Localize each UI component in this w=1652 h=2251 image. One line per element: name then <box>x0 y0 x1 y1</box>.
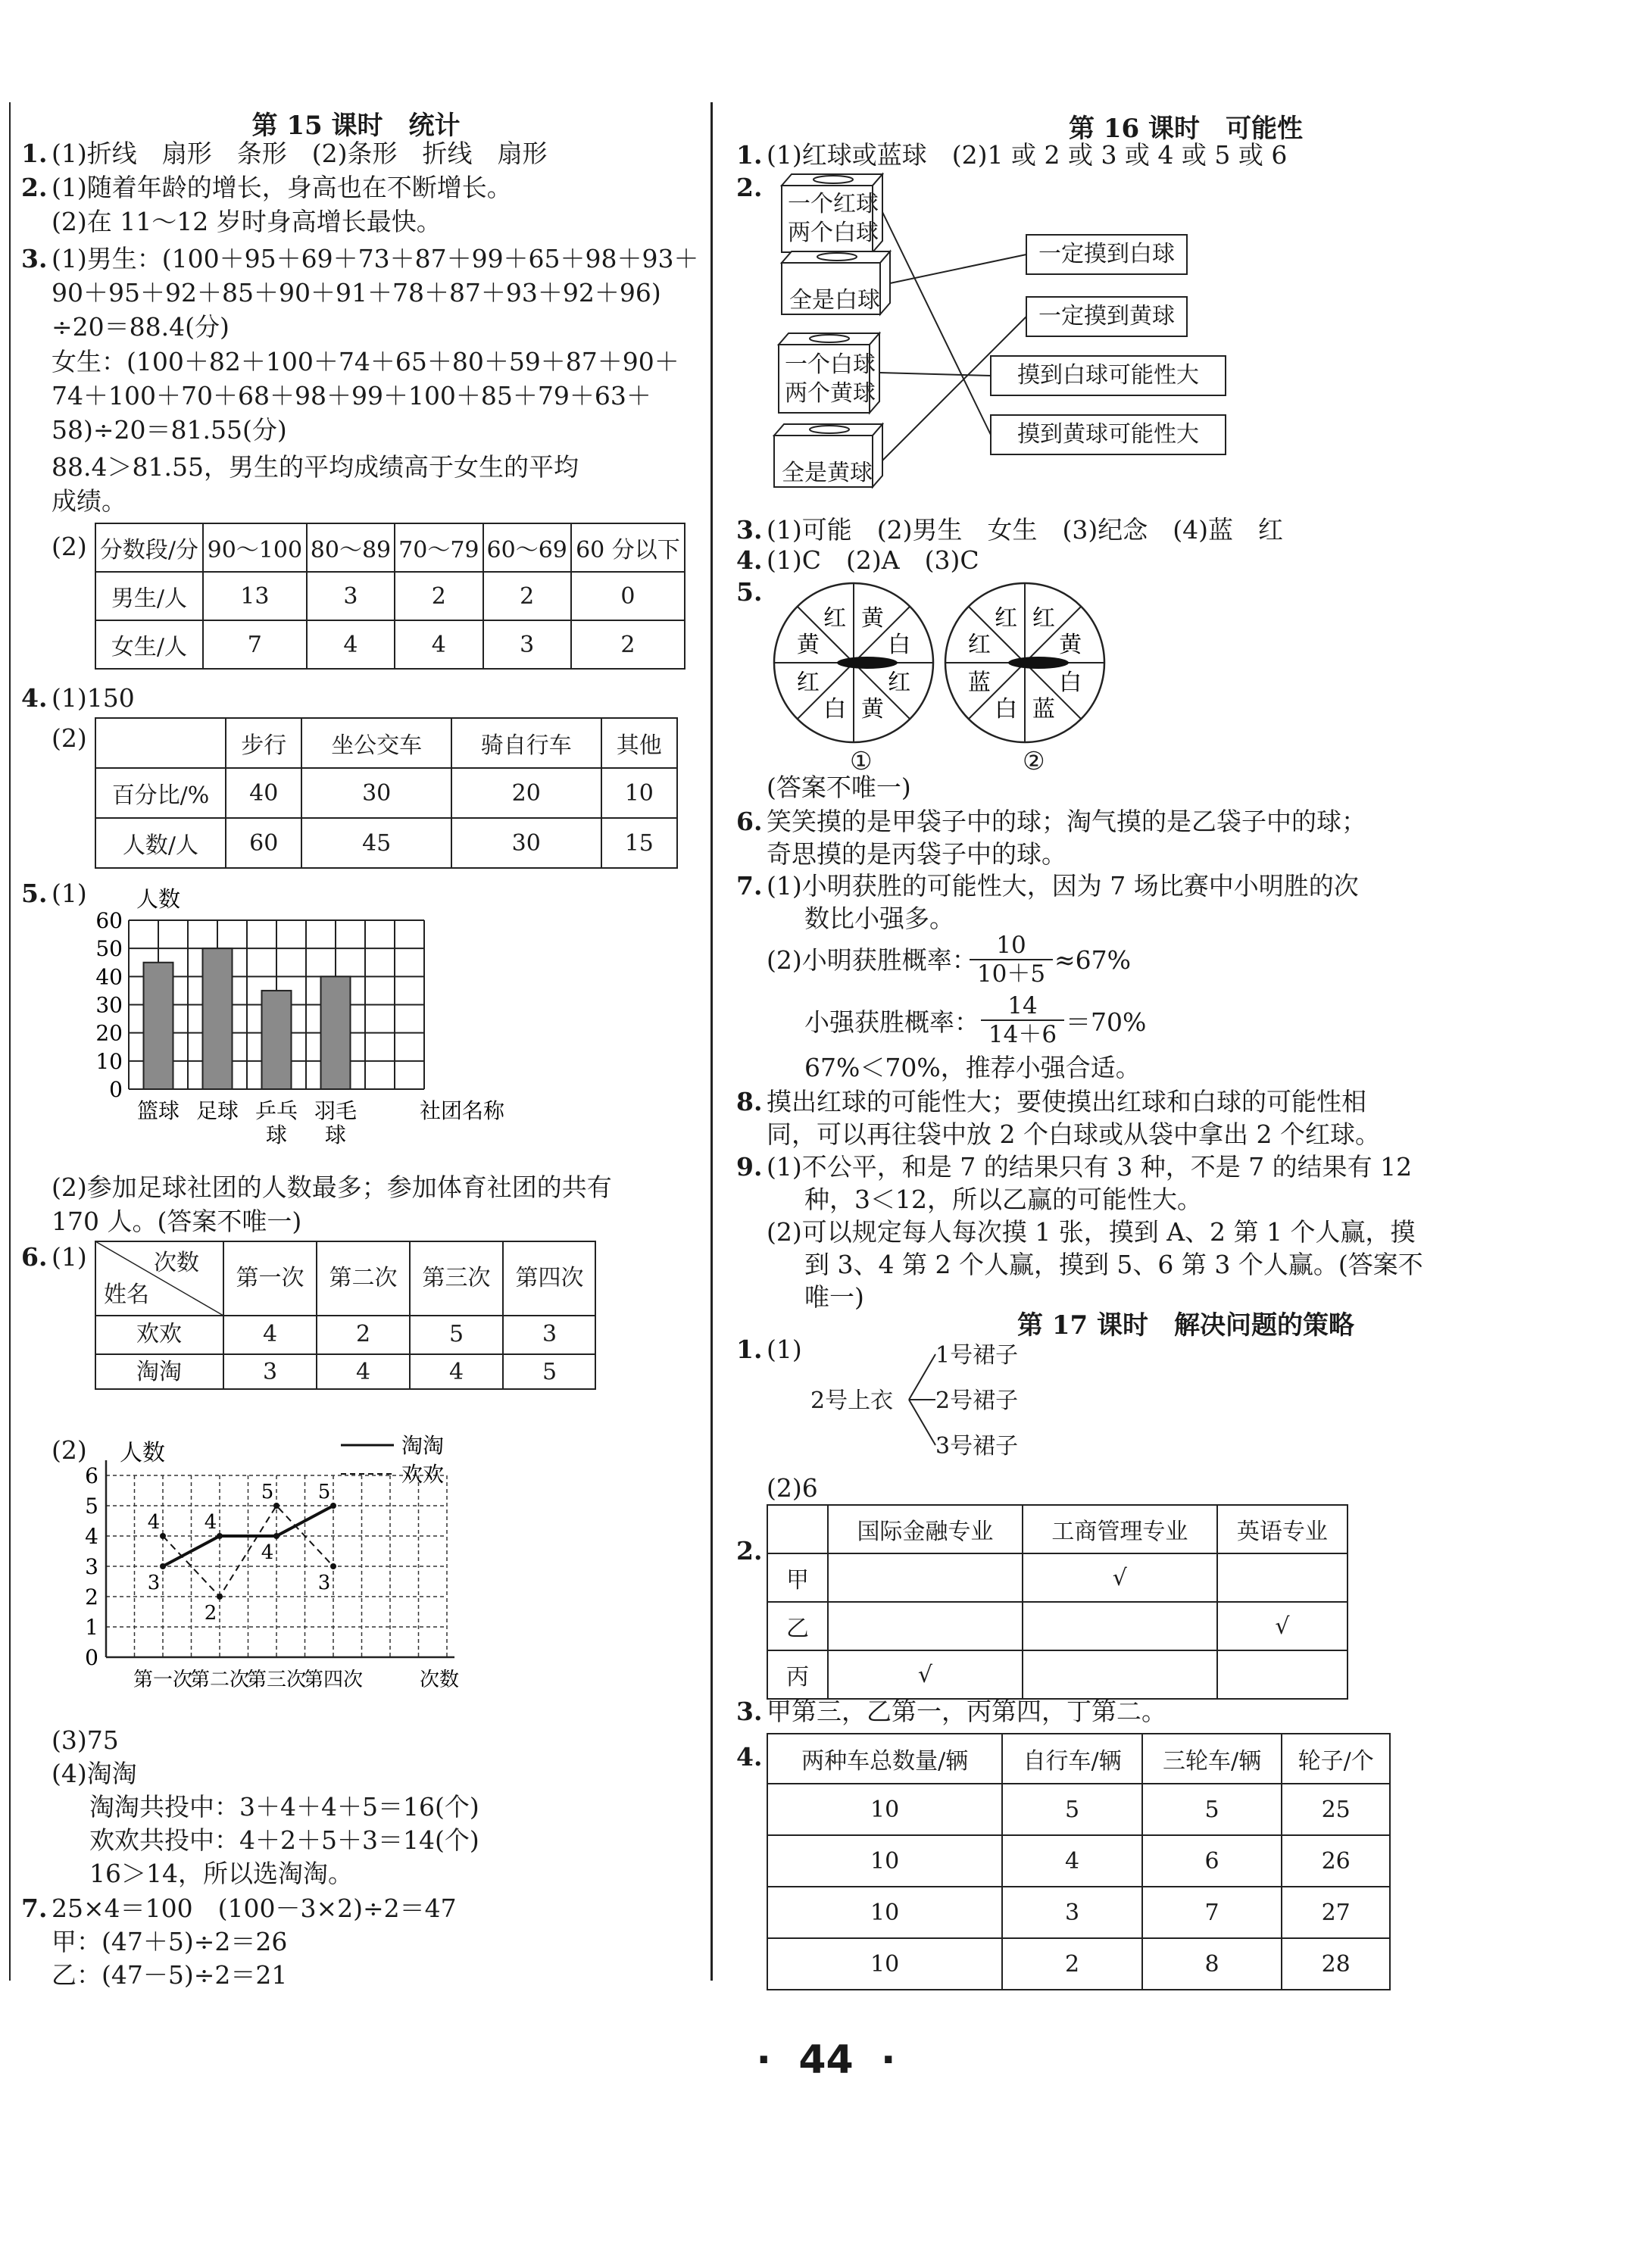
x-axis-label: 社团名称 <box>419 1098 505 1123</box>
table-header: 第一次 <box>236 1265 304 1291</box>
sector-label: 红 <box>1032 604 1055 632</box>
table-cell: 4 <box>262 1321 278 1347</box>
sector-label: 黄 <box>860 604 884 632</box>
q2-line1: (1)随着年龄的增长，身高也在不断增长。 <box>52 173 512 202</box>
table-cell: 2 <box>355 1321 371 1347</box>
x-tick-label: 球 <box>265 1122 288 1147</box>
q8-line2: 同，可以再往袋中放 2 个白球或从袋中拿出 2 个红球。 <box>767 1119 1380 1149</box>
table-cell: 8 <box>1142 1938 1282 1990</box>
table-cell: 人数/人 <box>95 818 226 868</box>
table-cell: 乙 <box>767 1602 828 1650</box>
y-tick-label: 40 <box>95 964 123 990</box>
table-cell: 28 <box>1282 1938 1390 1990</box>
table-header: 两种车总数量/辆 <box>767 1734 1002 1784</box>
sector-label: 白 <box>823 696 847 723</box>
q6-line7: 16＞14，所以选淘淘。 <box>89 1859 353 1888</box>
table-header: 三轮车/辆 <box>1142 1734 1282 1784</box>
q6-line3: (3)75 <box>52 1725 119 1755</box>
q2-line2: (2)在 11～12 岁时身高增长最快。 <box>52 207 442 236</box>
q7-line2: 数比小强多。 <box>804 904 954 933</box>
sector-label: 黄 <box>860 696 884 723</box>
q1-answer: (1)红球或蓝球 (2)1 或 2 或 3 或 4 或 5 或 6 <box>767 140 1288 170</box>
table-corner-top: 次数 <box>154 1250 199 1276</box>
table-cell: 5 <box>1142 1784 1282 1835</box>
q7-line5: 67%＜70%，推荐小强合适。 <box>804 1053 1141 1082</box>
table-cell: 3 <box>542 1321 557 1347</box>
page-number-value: 44 <box>798 2037 854 2083</box>
q3-line8: 成绩。 <box>52 486 126 516</box>
table-cell: 3 <box>262 1359 278 1385</box>
q2-number: 2. <box>736 173 763 202</box>
q1-answer: (1)折线 扇形 条形 (2)条形 折线 扇形 <box>52 139 548 168</box>
q7-line3-prefix: (2)小明获胜概率： <box>767 945 977 975</box>
q7-line4-suffix: ＝70% <box>1066 1007 1147 1037</box>
table-header: 坐公交车 <box>301 718 451 768</box>
data-point <box>217 1594 223 1600</box>
q5-bar-chart <box>68 879 523 1182</box>
q3-score-table <box>95 523 685 670</box>
tree-branch-1: 1号裙子 <box>935 1342 1019 1369</box>
bar <box>203 948 233 1089</box>
fraction-1-denominator: 10＋5 <box>976 960 1046 988</box>
q6-part2-label: (2) <box>52 1435 87 1465</box>
data-label: 2 <box>204 1602 217 1625</box>
data-point <box>217 1533 223 1539</box>
y-axis-label: 人数 <box>136 886 181 912</box>
table-cell <box>1023 1650 1217 1699</box>
y-tick-label: 20 <box>95 1020 123 1046</box>
q5-line2: 170 人。(答案不唯一) <box>52 1207 302 1236</box>
table-cell: 60 <box>226 818 301 868</box>
q4-number: 4. <box>21 683 48 713</box>
q3-answer: (1)可能 (2)男生 女生 (3)纪念 (4)蓝 红 <box>767 515 1283 545</box>
q1-number: 1. <box>736 140 763 170</box>
table-cell: 4 <box>1002 1835 1142 1887</box>
table-cell: 女生/人 <box>95 620 203 669</box>
table-cell: 4 <box>307 620 395 669</box>
y-tick-label: 30 <box>95 992 123 1018</box>
q5-spinner-wheels <box>769 576 1117 773</box>
table-cell: 30 <box>451 818 601 868</box>
data-label: 4 <box>261 1541 274 1564</box>
table-cell: 40 <box>226 768 301 818</box>
q6-line5: 淘淘共投中：3＋4＋4＋5＝16(个) <box>89 1792 479 1822</box>
q4-number: 4. <box>736 1742 763 1772</box>
data-label: 3 <box>317 1572 331 1594</box>
q4-vehicle-table <box>767 1733 1391 1990</box>
result-4-label: 摸到黄球可能性大 <box>1017 421 1199 448</box>
q6-line6: 欢欢共投中：4＋2＋5＋3＝14(个) <box>89 1825 479 1855</box>
bar <box>262 991 292 1089</box>
spinner-pointer <box>837 657 898 669</box>
fraction-2-denominator: 14＋6 <box>988 1021 1057 1048</box>
y-tick-label: 50 <box>95 936 123 962</box>
table-header: 第四次 <box>515 1265 584 1291</box>
bar <box>144 963 173 1089</box>
data-point <box>273 1533 279 1539</box>
section-15-title: 第 15 课时 统计 <box>251 111 461 141</box>
table-cell: 5 <box>542 1359 557 1385</box>
q3-line1: (1)男生：(100＋95＋69＋73＋87＋99＋65＋98＋93＋ <box>52 244 699 273</box>
x-tick-label: 足球 <box>195 1098 239 1123</box>
q7-number: 7. <box>21 1894 48 1923</box>
tree-root: 2号上衣 <box>810 1388 894 1414</box>
sector-label: 红 <box>888 669 911 696</box>
box-3-line-2: 两个黄球 <box>785 380 876 407</box>
fraction-1 <box>970 932 1053 988</box>
data-point <box>160 1563 166 1569</box>
q3-line4: 女生：(100＋82＋100＋74＋65＋80＋59＋87＋90＋ <box>52 347 679 376</box>
box-3-line-1: 一个白球 <box>785 351 876 378</box>
q2-number: 2. <box>21 173 48 202</box>
q5-number: 5. <box>736 577 763 607</box>
q1-part1-label: (1) <box>767 1335 802 1364</box>
table-cell: 男生/人 <box>95 572 203 620</box>
table-cell: 45 <box>301 818 451 868</box>
q6-line4: (4)淘淘 <box>52 1759 137 1788</box>
section-17-title: 第 17 课时 解决问题的策略 <box>1017 1310 1354 1341</box>
table-cell: 7 <box>203 620 307 669</box>
legend-label: 欢欢 <box>401 1462 445 1487</box>
q6-number: 6. <box>736 807 763 836</box>
table-cell: 10 <box>767 1784 1002 1835</box>
q7-line2: 甲：(47＋5)÷2＝26 <box>52 1927 288 1956</box>
q7-line3: 乙：(47－5)÷2＝21 <box>52 1960 288 1990</box>
table-cell: 6 <box>1142 1835 1282 1887</box>
right-column <box>720 0 1652 2000</box>
table-cell: 4 <box>448 1359 464 1385</box>
sector-label: 黄 <box>796 632 820 659</box>
q4-line1: (1)150 <box>52 683 135 713</box>
table-cell: 3 <box>307 572 395 620</box>
result-3-label: 摸到白球可能性大 <box>1017 362 1199 389</box>
table-header: 工商管理专业 <box>1023 1505 1217 1553</box>
y-tick-label: 0 <box>85 1645 98 1670</box>
q3-line5: 74＋100＋70＋68＋98＋99＋100＋85＋79＋63＋ <box>52 381 651 411</box>
x-tick-label: 篮球 <box>136 1098 180 1123</box>
q9-line3: (2)可以规定每人每次摸 1 张，摸到 A、2 第 1 个人赢，摸 <box>767 1217 1416 1247</box>
table-header: 第二次 <box>329 1265 398 1291</box>
table-header: 60～69 <box>483 523 571 572</box>
section-16-title: 第 16 课时 可能性 <box>1069 114 1303 144</box>
table-cell: 2 <box>1002 1938 1142 1990</box>
table-cell: 甲 <box>767 1553 828 1602</box>
y-tick-label: 2 <box>85 1584 98 1609</box>
match-line <box>879 373 991 376</box>
table-header: 70～79 <box>395 523 482 572</box>
sector-label: 白 <box>995 696 1018 723</box>
q2-major-table <box>767 1504 1348 1700</box>
x-tick-label: 乒乓 <box>255 1098 298 1123</box>
table-cell: 4 <box>395 620 482 669</box>
q2-number: 2. <box>736 1536 763 1566</box>
table-cell: 27 <box>1282 1887 1390 1938</box>
y-tick-label: 3 <box>85 1554 98 1579</box>
q7-line4-prefix: 小强获胜概率： <box>804 1007 979 1037</box>
table-header: 国际金融专业 <box>828 1505 1023 1553</box>
q6-score-table <box>95 1241 595 1389</box>
table-header: 80～89 <box>307 523 395 572</box>
table-cell: 欢欢 <box>136 1321 182 1347</box>
tree-branch-2: 2号裙子 <box>935 1388 1019 1414</box>
result-2-label: 一定摸到黄球 <box>1038 303 1175 329</box>
table-cell: 25 <box>1282 1784 1390 1835</box>
table-cell: 10 <box>767 1938 1002 1990</box>
data-point <box>330 1563 336 1569</box>
box-4-line-1: 全是黄球 <box>782 460 873 486</box>
q8-number: 8. <box>736 1087 763 1116</box>
y-tick-label: 0 <box>109 1077 123 1102</box>
q3-part2-label: (2) <box>52 532 87 561</box>
sector-label: 白 <box>888 632 911 659</box>
data-label: 3 <box>147 1572 161 1594</box>
y-tick-label: 60 <box>95 908 123 933</box>
data-label: 5 <box>317 1481 331 1503</box>
q9-line1: (1)不公平，和是 7 的结果只有 3 种，不是 7 的结果有 12 <box>767 1152 1413 1182</box>
table-cell: 3 <box>1002 1887 1142 1938</box>
q4-answer: (1)C (2)A (3)C <box>767 545 979 575</box>
table-cell: 15 <box>601 818 677 868</box>
spinner-pointer <box>1008 657 1069 669</box>
q5-part1-label: (1) <box>52 879 87 908</box>
table-header <box>767 1505 828 1553</box>
data-point <box>273 1503 279 1509</box>
q9-line5: 唯一) <box>804 1282 864 1312</box>
data-label: 4 <box>147 1511 161 1534</box>
table-cell <box>1023 1602 1217 1650</box>
table-cell <box>1217 1650 1348 1699</box>
sector-label: 蓝 <box>967 669 991 696</box>
box-1-line-1: 一个红球 <box>788 191 879 217</box>
q6-part1-label: (1) <box>52 1242 87 1272</box>
table-cell <box>828 1602 1023 1650</box>
wheel-1-label: ① <box>850 746 873 776</box>
table-cell: 2 <box>395 572 482 620</box>
table-header: 其他 <box>601 718 677 768</box>
table-cell: 5 <box>448 1321 464 1347</box>
table-cell <box>1217 1553 1348 1602</box>
table-cell: 20 <box>451 768 601 818</box>
table-cell: √ <box>1023 1553 1217 1602</box>
table-cell: 0 <box>571 572 685 620</box>
sector-label: 红 <box>823 604 847 632</box>
sector-label: 红 <box>967 632 991 659</box>
bar <box>321 976 351 1089</box>
sector-label: 蓝 <box>1032 696 1055 723</box>
q1-number: 1. <box>736 1335 763 1364</box>
q9-line4: 到 3、4 第 2 个人赢，摸到 5、6 第 3 个人赢。(答案不 <box>804 1250 1423 1279</box>
table-cell: 10 <box>767 1887 1002 1938</box>
y-tick-label: 10 <box>95 1048 123 1074</box>
q7-line1: 25×4＝100 (100－3×2)÷2＝47 <box>52 1894 457 1923</box>
q3-answer: 甲第三，乙第一，丙第四，丁第二。 <box>767 1697 1166 1726</box>
match-line <box>882 212 991 435</box>
x-tick-label: 第三次 <box>246 1669 307 1691</box>
data-point <box>160 1533 166 1539</box>
table-cell: 10 <box>767 1835 1002 1887</box>
q5-line1: (2)参加足球社团的人数最多；参加体育社团的共有 <box>52 1172 612 1202</box>
q4-part2-label: (2) <box>52 723 87 753</box>
sector-label: 黄 <box>1059 632 1082 659</box>
left-column <box>0 0 712 2000</box>
table-corner-bottom: 姓名 <box>104 1282 149 1308</box>
data-label: 5 <box>261 1481 274 1503</box>
legend-label: 淘淘 <box>401 1433 445 1458</box>
table-cell: 4 <box>355 1359 371 1385</box>
data-point <box>330 1503 336 1509</box>
table-cell: 10 <box>601 768 677 818</box>
table-cell: 5 <box>1002 1784 1142 1835</box>
x-axis-label: 次数 <box>419 1669 460 1691</box>
q1-number: 1. <box>21 139 48 168</box>
q6-line1: 笑笑摸的是甲袋子中的球；淘气摸的是乙袋子中的球； <box>767 807 1366 836</box>
table-cell: 淘淘 <box>136 1359 182 1385</box>
page-number: · 44 · <box>756 2037 896 2083</box>
q9-line2: 种，3＜12，所以乙赢的可能性大。 <box>804 1185 1202 1214</box>
table-header: 轮子/个 <box>1282 1734 1390 1784</box>
table-cell: 百分比/% <box>95 768 226 818</box>
q6-line2: 奇思摸的是丙袋子中的球。 <box>767 839 1066 869</box>
wheel-2-label: ② <box>1023 746 1045 776</box>
table-cell: 7 <box>1142 1887 1282 1938</box>
x-tick-label: 羽毛 <box>314 1098 358 1123</box>
table-header: 第三次 <box>422 1265 491 1291</box>
q3-line2: 90＋95＋92＋85＋90＋91＋78＋87＋93＋92＋96) <box>52 278 661 308</box>
q4-number: 4. <box>736 545 763 575</box>
y-tick-label: 6 <box>85 1463 98 1488</box>
q1-part2: (2)6 <box>767 1473 818 1503</box>
data-label: 4 <box>204 1511 217 1534</box>
q7-line1: (1)小明获胜的可能性大，因为 7 场比赛中小明胜的次 <box>767 871 1359 901</box>
box-1-line-2: 两个白球 <box>788 220 879 246</box>
table-header: 90～100 <box>203 523 307 572</box>
x-tick-label: 第四次 <box>303 1669 364 1691</box>
table-header: 英语专业 <box>1217 1505 1348 1553</box>
q8-line1: 摸出红球的可能性大；要使摸出红球和白球的可能性相 <box>767 1087 1366 1116</box>
q3-number: 3. <box>736 515 763 545</box>
fraction-1-numerator: 10 <box>970 932 1053 960</box>
table-cell <box>828 1553 1023 1602</box>
y-tick-label: 4 <box>85 1524 98 1549</box>
q6-line-chart <box>68 1431 492 1727</box>
table-cell: 13 <box>203 572 307 620</box>
table-cell: √ <box>828 1650 1023 1699</box>
q6-number: 6. <box>21 1242 48 1272</box>
table-cell: 2 <box>483 572 571 620</box>
table-cell: 26 <box>1282 1835 1390 1887</box>
q7-number: 7. <box>736 871 763 901</box>
y-tick-label: 5 <box>85 1494 98 1519</box>
table-header: 分数段/分 <box>95 523 203 572</box>
q3-line7: 88.4＞81.55，男生的平均成绩高于女生的平均 <box>52 452 579 482</box>
q9-number: 9. <box>736 1152 763 1182</box>
y-axis-label: 人数 <box>120 1440 165 1466</box>
table-cell: 3 <box>483 620 571 669</box>
table-cell: 丙 <box>767 1650 828 1699</box>
table-header: 步行 <box>226 718 301 768</box>
y-tick-label: 1 <box>85 1615 98 1640</box>
box-2-line-1: 全是白球 <box>789 287 880 314</box>
q5-number: 5. <box>21 879 48 908</box>
q7-line3-suffix: ≈67% <box>1054 945 1131 975</box>
sector-label: 红 <box>995 604 1018 632</box>
table-cell: √ <box>1217 1602 1348 1650</box>
result-1-label: 一定摸到白球 <box>1038 241 1175 267</box>
q4-transport-table <box>95 717 678 869</box>
sector-label: 红 <box>796 669 820 696</box>
fraction-2-numerator: 14 <box>981 992 1064 1021</box>
table-header <box>95 718 226 768</box>
fraction-2 <box>981 992 1064 1048</box>
x-tick-label: 第一次 <box>133 1669 193 1691</box>
q3-number: 3. <box>21 244 48 273</box>
table-header: 自行车/辆 <box>1002 1734 1142 1784</box>
tree-branch-3: 3号裙子 <box>935 1433 1019 1460</box>
table-header: 骑自行车 <box>451 718 601 768</box>
table-cell: 30 <box>301 768 451 818</box>
sector-label: 白 <box>1059 669 1082 696</box>
x-tick-label: 球 <box>324 1122 347 1147</box>
table-cell: 2 <box>571 620 685 669</box>
q3-number: 3. <box>736 1697 763 1726</box>
q5-note: (答案不唯一) <box>767 773 911 802</box>
q3-line6: 58)÷20＝81.55(分) <box>52 415 287 445</box>
q3-line3: ÷20＝88.4(分) <box>52 312 230 342</box>
x-tick-label: 第二次 <box>189 1669 250 1691</box>
table-header: 60 分以下 <box>571 523 685 572</box>
